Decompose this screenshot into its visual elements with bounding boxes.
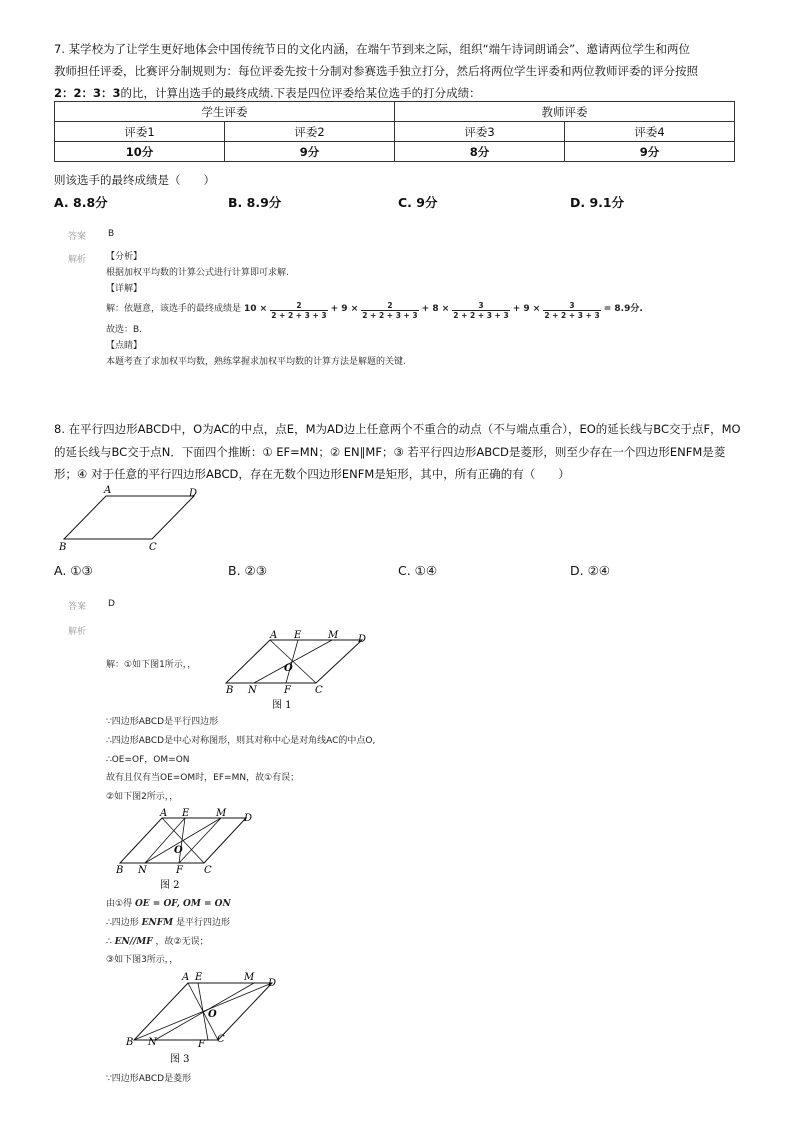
fig2-label-o: O: [174, 845, 183, 856]
fig2-label-b: B: [116, 865, 124, 876]
fig1-label-a: A: [270, 630, 278, 641]
calc-result: = 8.9分.: [603, 304, 643, 315]
calc-term-3: + 8 ×: [421, 304, 450, 315]
q7-analysis-label: 解析: [68, 255, 87, 265]
q8-solution-line-7: [106, 897, 231, 913]
q7-question: 则该选手的最终成绩是（ ）: [54, 173, 215, 187]
q8-solution-line-11: ∵四边形ABCD是菱形: [106, 1074, 192, 1084]
q7-option-d[interactable]: D. 9.1分: [570, 195, 625, 210]
fig3-label-o: O: [208, 1009, 217, 1020]
score-2: 9分: [225, 142, 395, 162]
detail-heading: 【详解】: [106, 283, 143, 294]
q8-solution-line-6: ②如下图2所示，，: [106, 792, 179, 802]
fig3-label-d: D: [268, 978, 277, 989]
fig1-label-n: N: [248, 685, 257, 696]
fraction-4: $\frac{3}{2 + 2 + 3 + 3}$: [544, 300, 600, 320]
s8-prefix: ∴四边形: [106, 918, 139, 928]
s9-suffix: ，故②无误；: [155, 937, 209, 947]
q7-line-3-rest: 的比，计算出选手的最终成绩.下表是四位评委给某位选手的打分成绩：: [120, 86, 481, 100]
calc-line: [106, 297, 746, 323]
calc-prefix: 解：依题意，该选手的最终成绩是: [106, 304, 242, 315]
q8-option-c[interactable]: C. ①④: [398, 563, 438, 578]
calc-term-4: + 9 ×: [512, 304, 541, 315]
s7-math: OE = OF, OM = ON: [134, 899, 231, 909]
choose-text: 故选：B.: [106, 325, 143, 336]
fig3-caption: 图 3: [170, 1054, 190, 1065]
q8-answer-label: 答案: [68, 602, 87, 612]
analysis-heading: 【分析】: [106, 252, 143, 262]
figure-2: [112, 804, 262, 894]
q7-score-table: [54, 101, 735, 162]
fig3-label-m: M: [244, 972, 255, 983]
q8-solution-line-2: ∵四边形ABCD是平行四边形: [106, 717, 219, 727]
fig2-caption: 图 2: [160, 880, 180, 891]
fig1-label-o: O: [284, 663, 293, 674]
q8-option-d[interactable]: D. ②④: [570, 563, 610, 578]
q8-solution-line-3: ∴四边形ABCD是中心对称图形，则其对称中心是对角线AC的中点O,: [106, 736, 376, 746]
fig2-label-c: C: [204, 865, 212, 876]
score-3: 8分: [395, 142, 565, 162]
fig3-label-b: B: [126, 1037, 134, 1048]
fig2-label-m: M: [216, 808, 227, 819]
q7-answer-label: 答案: [68, 232, 87, 242]
s7-prefix: 由①得: [106, 899, 133, 909]
score-4: 9分: [565, 142, 735, 162]
comment-text: 本题考查了求加权平均数，熟练掌握求加权平均数的计算方法是解题的关键.: [106, 356, 406, 367]
q8-line-2: 的延长线与BC交于点N．下面四个推断：① EF=MN；② EN∥MF；③ 若平行四边形ABCD是菱形，则至少存在一个四边形ENFM是菱: [54, 445, 726, 459]
s8-suffix: 是平行四边形: [175, 918, 230, 928]
s9-prefix: ∴: [106, 937, 112, 947]
q7-option-a[interactable]: A. 8.8分: [54, 195, 108, 210]
analysis-text: 根据加权平均数的计算公式进行计算即可求解.: [106, 267, 289, 278]
q7-analysis: [106, 250, 746, 371]
fig2-label-n: N: [138, 865, 147, 876]
fraction-3: $\frac{3}{2 + 2 + 3 + 3}$: [453, 300, 509, 320]
fraction-1: $\frac{2}{2 + 2 + 3 + 3}$: [271, 300, 327, 320]
fig1-label-f: F: [284, 685, 291, 696]
q7-ratio: 2：2：3：3: [54, 86, 121, 100]
s8-math: ENFM: [141, 918, 174, 928]
judge-2: 评委2: [225, 122, 395, 142]
q8-solution-line-5: 故有且仅有当OE=OM时，EF=MN，故①有误；: [106, 773, 300, 783]
judge-4: 评委4: [565, 122, 735, 142]
fig2-label-f: F: [176, 865, 183, 876]
fig3-label-a: A: [182, 972, 190, 983]
fig2-label-d: D: [244, 813, 253, 824]
q8-answer: D: [108, 599, 115, 609]
group-header-students: 学生评委: [55, 102, 395, 122]
q8-figure-parallelogram: [56, 484, 206, 556]
fig1-label-m: M: [328, 630, 339, 641]
fig3-label-n: N: [148, 1037, 157, 1048]
figure-3: [122, 964, 287, 1068]
label-a: A: [104, 485, 112, 496]
judge-1: 评委1: [55, 122, 225, 142]
q8-option-a[interactable]: A. ①③: [54, 563, 93, 578]
fig2-label-a: A: [160, 808, 168, 819]
fig1-label-c: C: [315, 685, 323, 696]
calc-term-2: + 9 ×: [330, 304, 359, 315]
group-header-teachers: 教师评委: [395, 102, 735, 122]
fig2-label-e: E: [182, 808, 190, 819]
fig3-label-c: C: [217, 1034, 225, 1045]
comment-heading: 【点睛】: [106, 341, 143, 352]
fig3-label-f: F: [198, 1039, 205, 1050]
q8-option-b[interactable]: B. ②③: [228, 563, 267, 578]
fig1-caption: 图 1: [272, 700, 292, 711]
q7-answer: B: [108, 229, 115, 239]
fraction-2: $\frac{2}{2 + 2 + 3 + 3}$: [362, 300, 418, 320]
fig1-label-d: D: [358, 634, 367, 645]
q8-solution-line-4: ∴OE=OF，OM=ON: [106, 755, 190, 765]
q8-analysis-label: 解析: [68, 627, 87, 637]
judge-3: 评委3: [395, 122, 565, 142]
fig1-label-b: B: [226, 685, 234, 696]
q8-solution-line-9: [106, 935, 209, 951]
calc-term-1: 10 ×: [244, 304, 268, 315]
label-b: B: [59, 542, 67, 553]
q7-line-2: 教师担任评委，比赛评分制规则为：每位评委先按十分制对参赛选手独立打分，然后将两位学生评委和两位教师评委的评分按照: [54, 64, 698, 78]
q7-line-1: 7. 某学校为了让学生更好地体会中国传统节日的文化内涵，在端午节到来之际，组织“端午诗词朗诵会”、邀请两位学生和两位: [54, 42, 691, 56]
q8-line-3: 形；④ 对于任意的平行四边形ABCD，存在无数个四边形ENFM是矩形，其中，所有正确的有（ ）: [54, 467, 570, 481]
score-1: 10分: [55, 142, 225, 162]
figure-1: [224, 626, 374, 712]
q8-line-1: 8. 在平行四边形ABCD中，O为AC的中点，点E，M为AD边上任意两个不重合的动点（不与端点重合），EO的延长线与BC交于点F，MO: [54, 422, 741, 436]
q8-solution-line-8: [106, 916, 230, 932]
q8-solution-line-1: 解：①如下图1所示，，: [106, 660, 197, 670]
fig3-label-e: E: [195, 972, 203, 983]
label-c: C: [149, 542, 157, 553]
q7-option-b[interactable]: B. 8.9分: [228, 195, 282, 210]
s9-math: EN//MF: [114, 937, 153, 947]
fig1-label-e: E: [294, 630, 302, 641]
q7-option-c[interactable]: C. 9分: [398, 195, 438, 210]
q8-solution-line-10: ③如下图3所示，，: [106, 955, 179, 965]
label-d: D: [189, 488, 198, 499]
